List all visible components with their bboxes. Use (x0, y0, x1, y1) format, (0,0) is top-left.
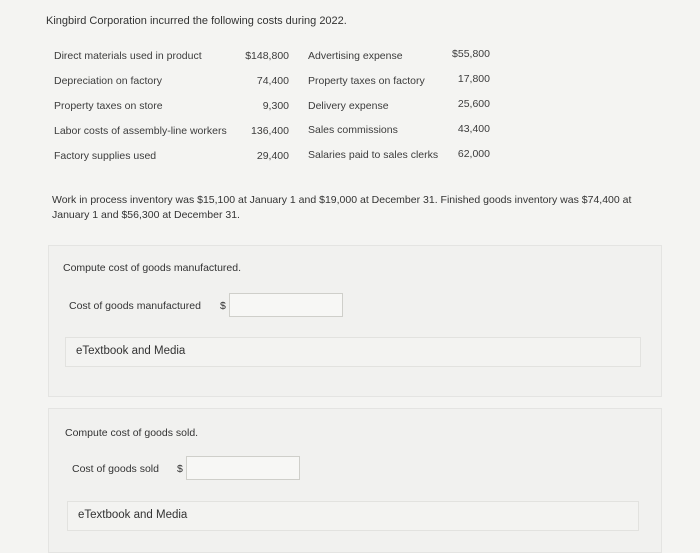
cost-label: Sales commissions (308, 124, 398, 136)
cost-amount: 29,400 (256, 150, 289, 162)
cost-amount: 43,400 (457, 123, 490, 135)
cogm-field-label: Cost of goods manufactured (69, 300, 201, 312)
cost-label: Depreciation on factory (54, 75, 162, 87)
cost-label: Factory supplies used (54, 150, 157, 162)
cost-label: Advertising expense (308, 50, 403, 62)
etextbook-label: eTextbook and Media (76, 345, 186, 357)
cogm-prompt: Compute cost of goods manufactured. (63, 262, 242, 274)
cost-amount: 9,300 (262, 100, 289, 112)
cost-label: Property taxes on factory (308, 75, 425, 87)
cost-label: Labor costs of assembly-line workers (54, 125, 227, 137)
cost-label: Delivery expense (308, 100, 389, 112)
cogs-currency: $ (177, 463, 183, 475)
cost-amount: 17,800 (457, 73, 490, 85)
cost-amount: 136,400 (251, 125, 289, 137)
cogm-input[interactable] (229, 293, 343, 317)
cogm-panel (48, 245, 662, 397)
etextbook-label: eTextbook and Media (78, 509, 188, 521)
cost-amount: 74,400 (256, 75, 289, 87)
costs-table (44, 42, 644, 170)
cogm-currency: $ (220, 300, 226, 312)
cost-label: Property taxes on store (54, 100, 163, 112)
cogm-etextbook-button[interactable] (65, 337, 641, 367)
cogs-field-label: Cost of goods sold (72, 463, 159, 475)
cost-amount: $148,800 (245, 50, 289, 62)
cogs-prompt: Compute cost of goods sold. (65, 427, 199, 439)
inventory-text: Work in process inventory was $15,100 at January 1 and $19,000 at December 31. Finished goods inventory was $74,400 at January 1 and $56,300 at December 31. (52, 194, 632, 221)
cost-label: Salaries paid to sales clerks (308, 149, 439, 161)
cost-amount: 25,600 (457, 98, 490, 110)
cogs-input[interactable] (186, 456, 300, 480)
cogs-panel (48, 408, 662, 553)
cost-label: Direct materials used in product (54, 50, 202, 62)
cost-amount: $55,800 (452, 48, 490, 60)
cogs-etextbook-button[interactable] (67, 501, 639, 531)
cost-amount: 62,000 (457, 148, 490, 160)
intro-text: Kingbird Corporation incurred the following costs during 2022. (46, 15, 347, 27)
